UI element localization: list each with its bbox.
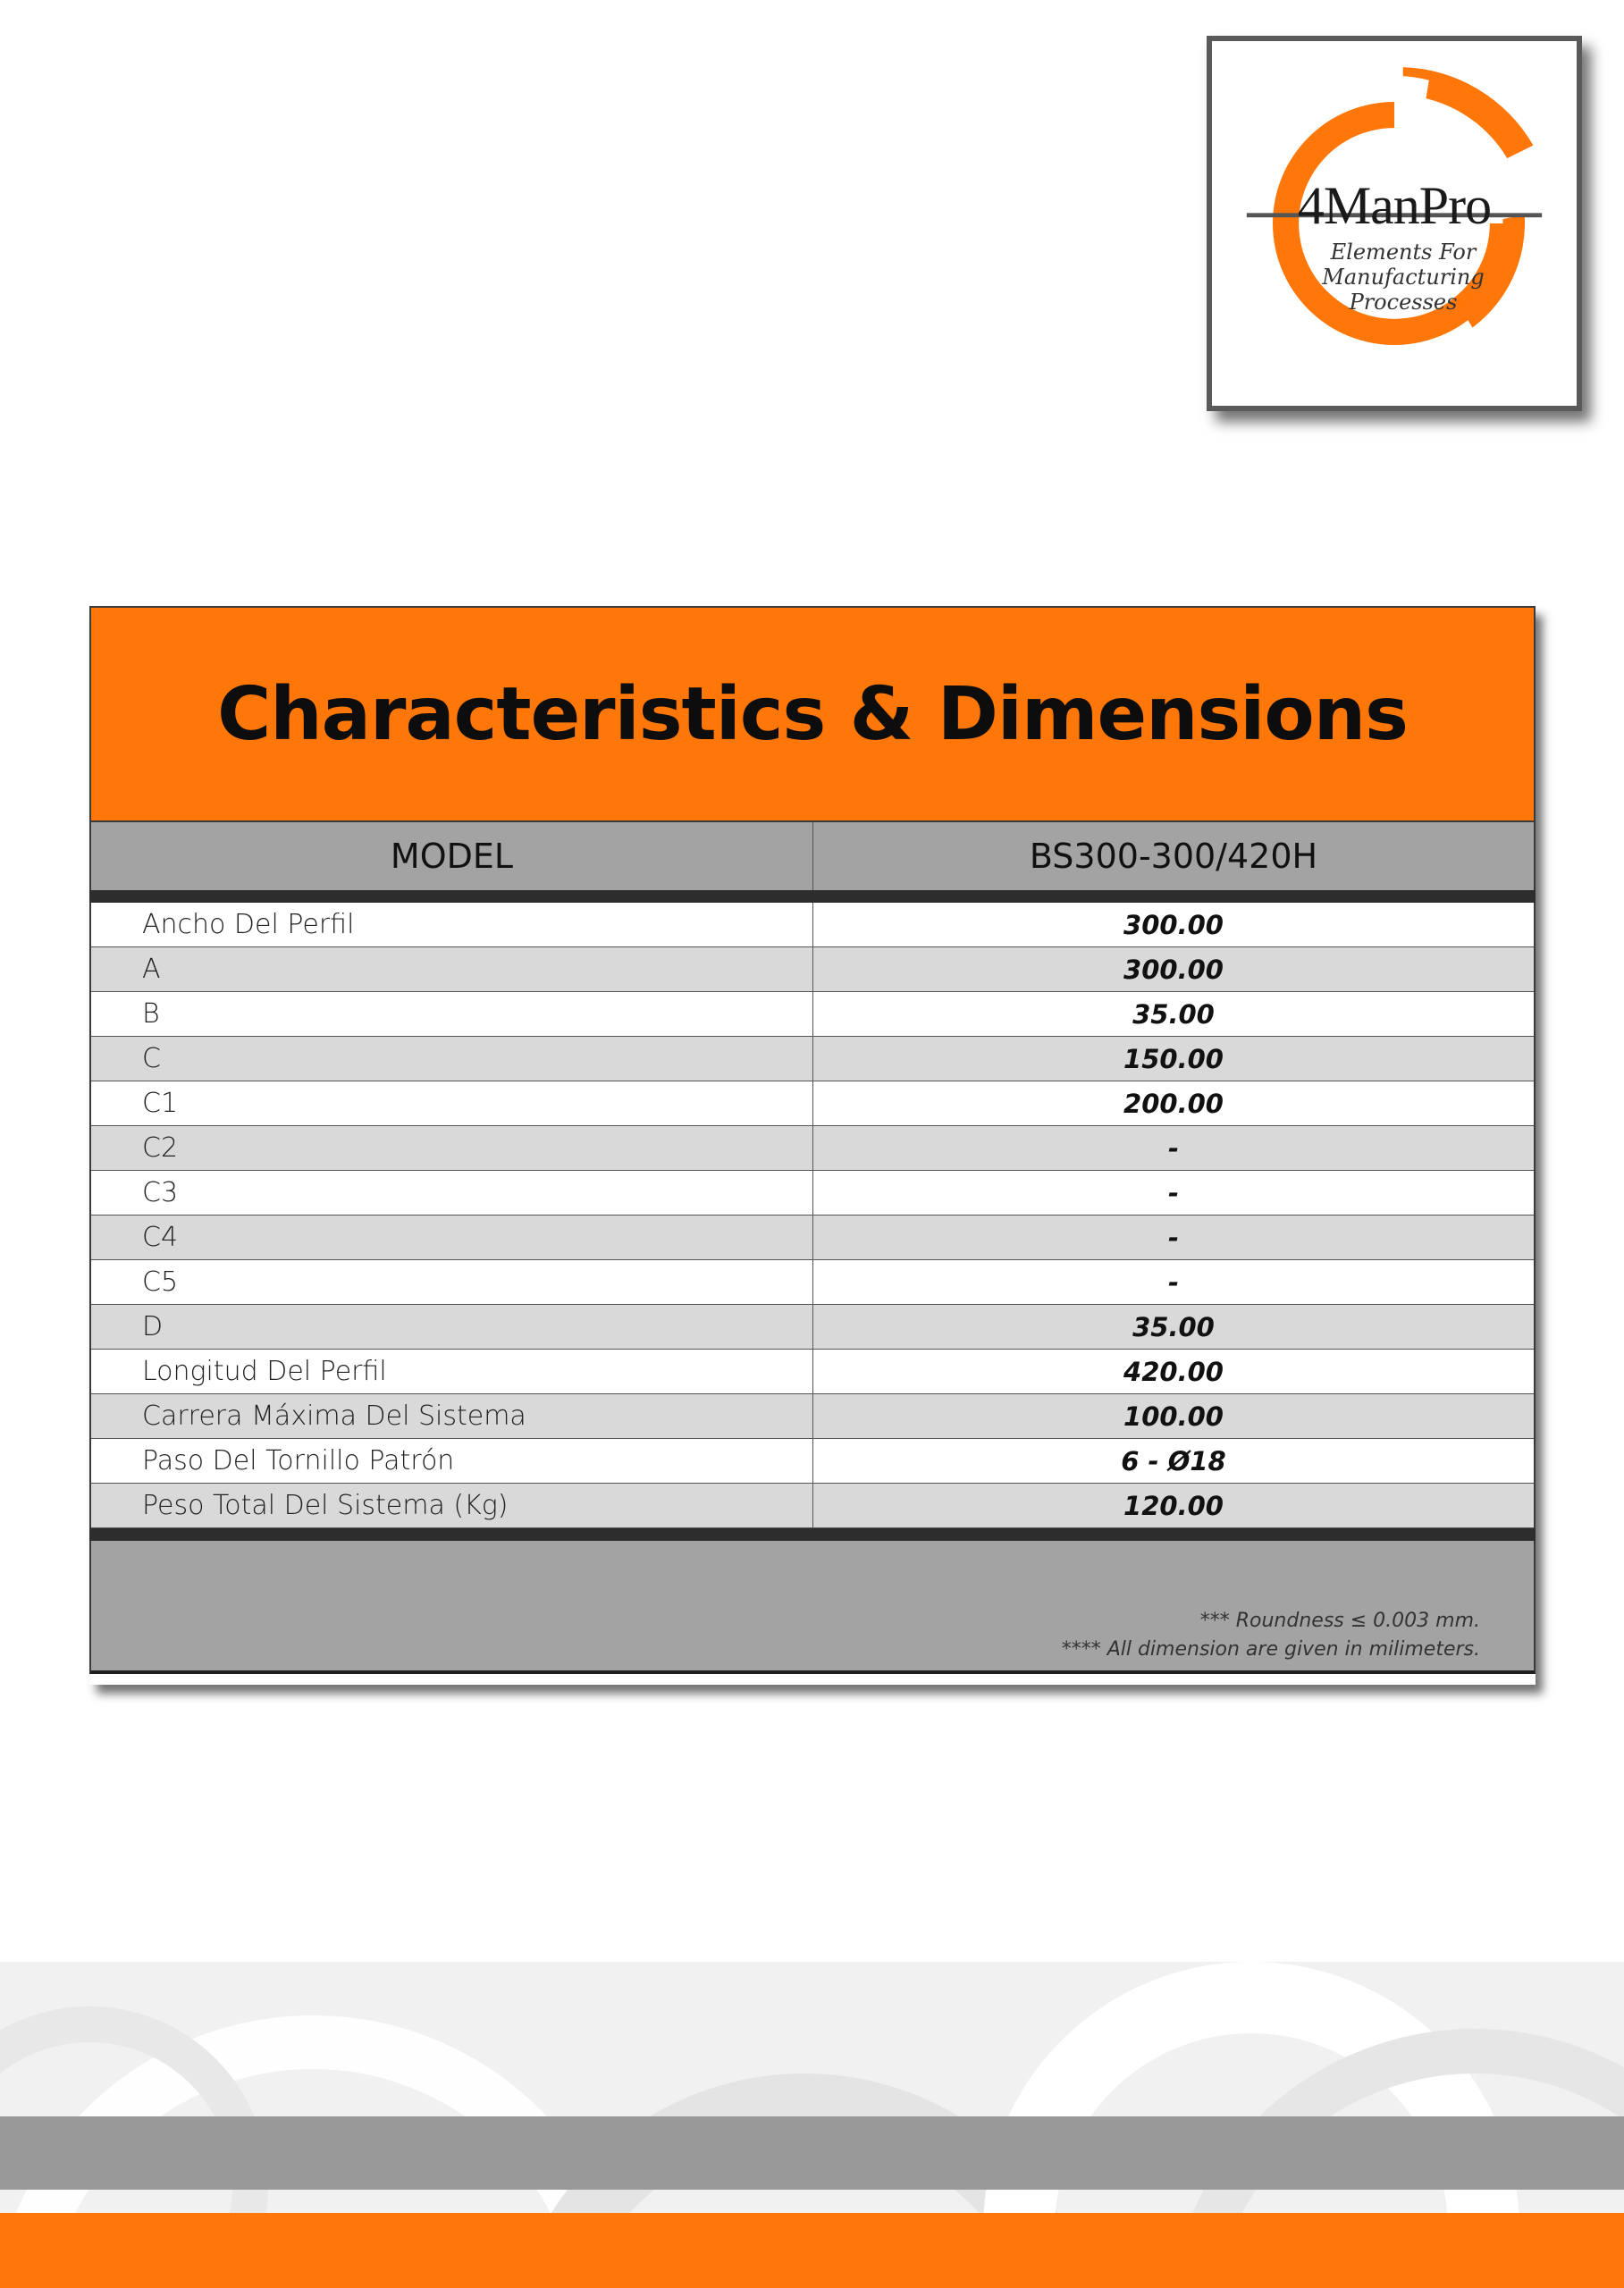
row-label: C1 bbox=[91, 1081, 813, 1125]
row-value: - bbox=[1167, 1132, 1180, 1164]
company-logo bbox=[1207, 36, 1582, 411]
row-value: 35.00 bbox=[1132, 998, 1215, 1030]
table-row bbox=[91, 1394, 1534, 1439]
table-row bbox=[91, 1081, 1534, 1126]
logo-tagline-line1: Elements For bbox=[1330, 240, 1477, 265]
row-value: 150.00 bbox=[1123, 1043, 1224, 1074]
row-label: C2 bbox=[91, 1126, 813, 1170]
row-label: Longitud Del Perfil bbox=[91, 1350, 813, 1393]
footer-gray-band bbox=[0, 2116, 1624, 2190]
row-label: Peso Total Del Sistema (Kg) bbox=[91, 1484, 813, 1527]
logo-wordmark: 4ManPro bbox=[1297, 176, 1492, 235]
table-row bbox=[91, 1126, 1534, 1171]
row-value: 300.00 bbox=[1123, 954, 1224, 985]
dimensions-table bbox=[89, 903, 1536, 1528]
table-row bbox=[91, 1216, 1534, 1260]
table-row bbox=[91, 1171, 1534, 1216]
table-row bbox=[91, 992, 1534, 1037]
row-label: Paso Del Tornillo Patrón bbox=[91, 1439, 813, 1483]
header-divider bbox=[89, 890, 1536, 903]
card-title-bar bbox=[89, 606, 1536, 822]
characteristics-card bbox=[89, 606, 1536, 1685]
row-value: - bbox=[1167, 1266, 1180, 1298]
notes bbox=[1062, 1607, 1480, 1664]
footer-orange-band bbox=[0, 2213, 1624, 2288]
row-label: D bbox=[91, 1305, 813, 1349]
row-label: Ancho Del Perfil bbox=[91, 903, 813, 946]
table-footer bbox=[89, 1541, 1536, 1674]
logo-tagline bbox=[1266, 240, 1541, 315]
table-row bbox=[91, 947, 1534, 992]
footer-divider bbox=[89, 1528, 1536, 1541]
row-value: - bbox=[1167, 1177, 1180, 1208]
logo-tagline-line2: Manufacturing Processes bbox=[1322, 265, 1485, 315]
table-row bbox=[91, 1484, 1534, 1528]
table-row bbox=[91, 1305, 1534, 1350]
model-header-value: BS300-300/420H bbox=[1029, 837, 1318, 876]
row-label: C3 bbox=[91, 1171, 813, 1215]
row-value: 300.00 bbox=[1123, 909, 1224, 940]
row-label: C4 bbox=[91, 1216, 813, 1259]
row-value: 6 - Ø18 bbox=[1121, 1445, 1226, 1476]
row-value: 200.00 bbox=[1123, 1088, 1224, 1119]
row-value: 120.00 bbox=[1123, 1490, 1224, 1521]
row-value: 100.00 bbox=[1123, 1401, 1224, 1432]
note-roundness: *** Roundness ≤ 0.003 mm. bbox=[1199, 1610, 1480, 1632]
table-row bbox=[91, 1260, 1534, 1305]
page-title: Characteristics & Dimensions bbox=[217, 671, 1408, 757]
table-header-row bbox=[89, 822, 1536, 890]
row-value: 420.00 bbox=[1123, 1356, 1224, 1387]
table-row bbox=[91, 1439, 1534, 1484]
row-label: C bbox=[91, 1037, 813, 1081]
row-label: A bbox=[91, 947, 813, 991]
row-label: Carrera Máxima Del Sistema bbox=[91, 1394, 813, 1438]
table-row bbox=[91, 903, 1534, 947]
table-row bbox=[91, 1037, 1534, 1081]
row-value: 35.00 bbox=[1132, 1311, 1215, 1342]
row-value: - bbox=[1167, 1222, 1180, 1253]
note-units: **** All dimension are given in milimeters. bbox=[1061, 1638, 1480, 1661]
row-label: C5 bbox=[91, 1260, 813, 1304]
model-header-label: MODEL bbox=[91, 822, 813, 890]
table-row bbox=[91, 1350, 1534, 1394]
row-label: B bbox=[91, 992, 813, 1036]
